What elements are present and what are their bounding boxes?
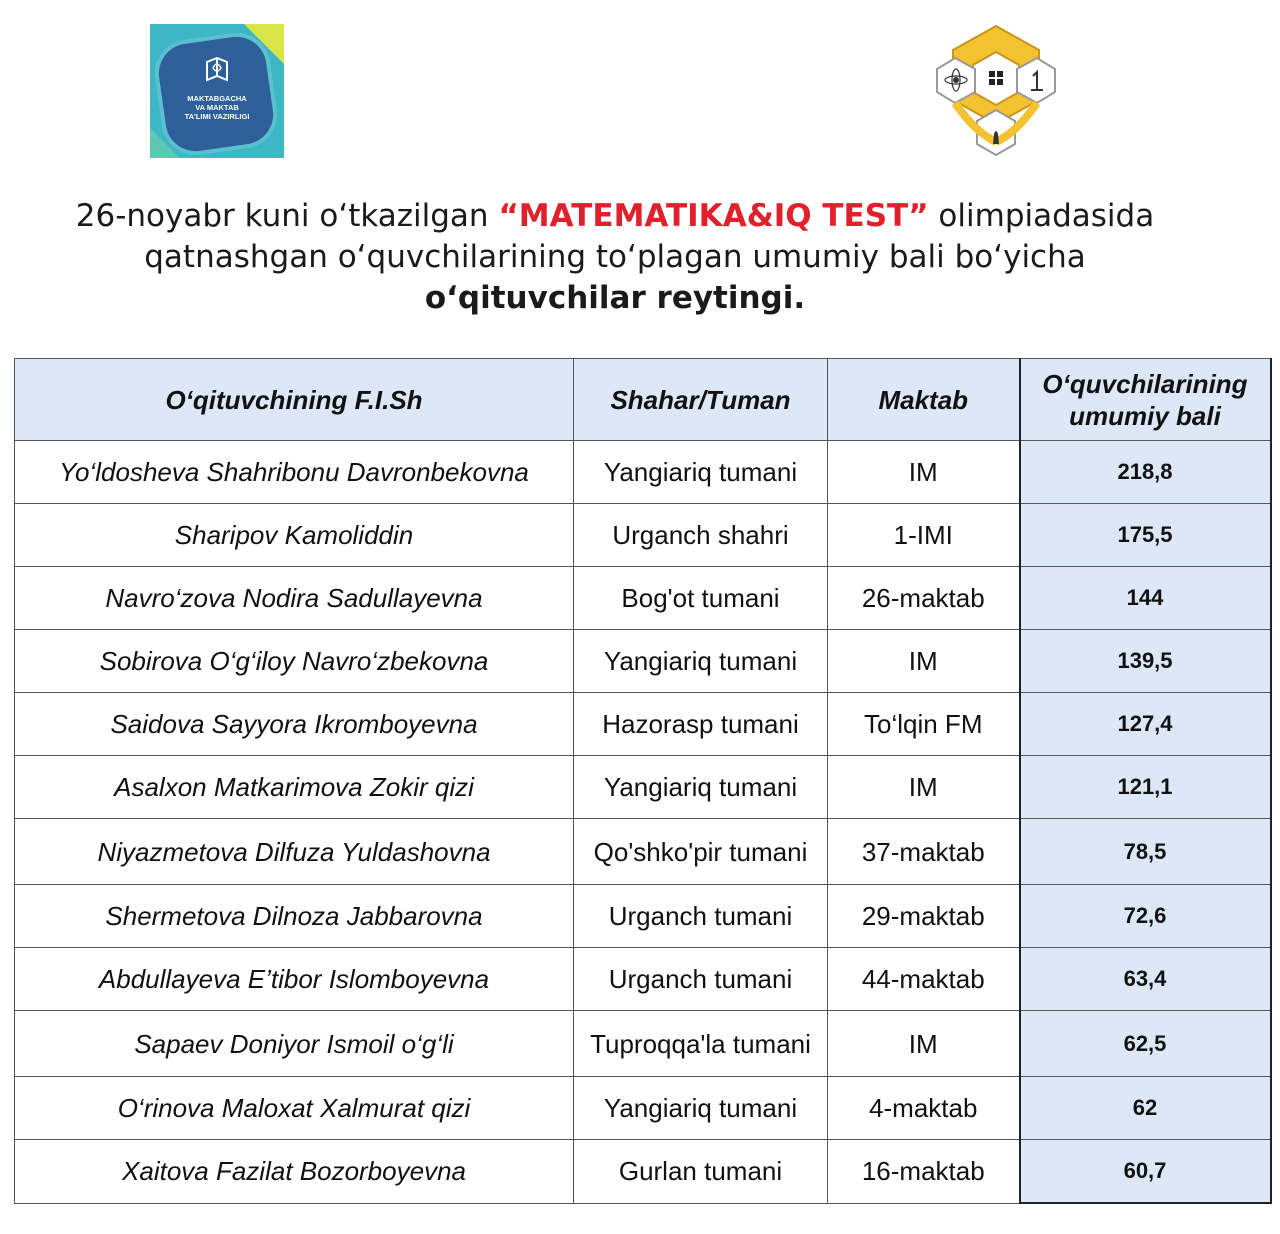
- school-cell: IM: [828, 1011, 1020, 1077]
- district-cell: Qo'shko'pir tumani: [574, 819, 828, 885]
- book-leaf-icon: [203, 54, 231, 84]
- teacher-name-cell: Navro‘zova Nodira Sadullayevna: [15, 567, 574, 630]
- score-cell: 144: [1020, 567, 1271, 630]
- heading-line-2: qatnashgan o‘quvchilarining to‘plagan umumiy bali bo‘yicha: [144, 239, 1086, 275]
- score-cell: 72,6: [1020, 885, 1271, 948]
- teacher-name-cell: O‘rinova Maloxat Xalmurat qizi: [15, 1077, 574, 1140]
- teacher-name-cell: Asalxon Matkarimova Zokir qizi: [15, 756, 574, 819]
- header-score: O‘quvchilarining umumiy bali: [1020, 359, 1271, 441]
- teacher-name-cell: Shermetova Dilnoza Jabbarovna: [15, 885, 574, 948]
- teacher-name-cell: Sapaev Doniyor Ismoil o‘g‘li: [15, 1011, 574, 1077]
- district-cell: Gurlan tumani: [574, 1140, 828, 1204]
- score-cell: 218,8: [1020, 441, 1271, 504]
- hexagon-science-icon: [935, 22, 1057, 157]
- olympiad-title: “MATEMATIKA&IQ TEST”: [498, 198, 929, 234]
- table-row: [15, 819, 1271, 885]
- school-cell: 29-maktab: [828, 885, 1020, 948]
- table-row: [15, 441, 1271, 504]
- district-cell: Yangiariq tumani: [574, 756, 828, 819]
- district-cell: Bog'ot tumani: [574, 567, 828, 630]
- heading-line-1: 26-noyabr kuni o‘tkazilgan “MATEMATIKA&IQ TEST” olimpiadasida: [75, 198, 1155, 234]
- table-row: [15, 756, 1271, 819]
- score-cell: 175,5: [1020, 504, 1271, 567]
- table-row: [15, 948, 1271, 1011]
- score-cell: 62,5: [1020, 1011, 1271, 1077]
- table-row: [15, 693, 1271, 756]
- table-header-row: [15, 359, 1271, 441]
- district-cell: Urganch tumani: [574, 885, 828, 948]
- teacher-name-cell: Xaitova Fazilat Bozorboyevna: [15, 1140, 574, 1204]
- score-cell: 121,1: [1020, 756, 1271, 819]
- teacher-rating-table: [14, 358, 1272, 1204]
- school-cell: 26-maktab: [828, 567, 1020, 630]
- table-row: [15, 504, 1271, 567]
- ministry-logo: [150, 24, 284, 158]
- school-cell: IM: [828, 441, 1020, 504]
- school-cell: 37-maktab: [828, 819, 1020, 885]
- teacher-name-cell: Sharipov Kamoliddin: [15, 504, 574, 567]
- header-name: O‘qituvchining F.I.Sh: [15, 359, 574, 441]
- district-cell: Yangiariq tumani: [574, 441, 828, 504]
- table-row: [15, 1077, 1271, 1140]
- teacher-name-cell: Niyazmetova Dilfuza Yuldashovna: [15, 819, 574, 885]
- district-cell: Hazorasp tumani: [574, 693, 828, 756]
- district-cell: Tuproqqa'la tumani: [574, 1011, 828, 1077]
- score-cell: 78,5: [1020, 819, 1271, 885]
- teacher-name-cell: Yo‘ldosheva Shahribonu Davronbekovna: [15, 441, 574, 504]
- school-cell: To‘lqin FM: [828, 693, 1020, 756]
- table-row: [15, 885, 1271, 948]
- heading-line-3: o‘qituvchilar reytingi.: [424, 280, 806, 316]
- score-cell: 60,7: [1020, 1140, 1271, 1204]
- district-cell: Yangiariq tumani: [574, 630, 828, 693]
- district-cell: Urganch shahri: [574, 504, 828, 567]
- school-cell: 1-IMI: [828, 504, 1020, 567]
- school-cell: 44-maktab: [828, 948, 1020, 1011]
- school-cell: 16-maktab: [828, 1140, 1020, 1204]
- table-row: [15, 1011, 1271, 1077]
- teacher-name-cell: Saidova Sayyora Ikromboyevna: [15, 693, 574, 756]
- teacher-name-cell: Sobirova O‘g‘iloy Navro‘zbekovna: [15, 630, 574, 693]
- header-district: Shahar/Tuman: [574, 359, 828, 441]
- school-cell: 4-maktab: [828, 1077, 1020, 1140]
- school-cell: IM: [828, 630, 1020, 693]
- teacher-name-cell: Abdullayeva E’tibor Islomboyevna: [15, 948, 574, 1011]
- ministry-logo-text: MAKTABGACHA VA MAKTAB TA'LIMI VAZIRLIGI: [184, 94, 250, 121]
- district-cell: Yangiariq tumani: [574, 1077, 828, 1140]
- page-heading: [0, 196, 1230, 319]
- school-cell: IM: [828, 756, 1020, 819]
- score-cell: 62: [1020, 1077, 1271, 1140]
- table-row: [15, 630, 1271, 693]
- table-row: [15, 567, 1271, 630]
- score-cell: 139,5: [1020, 630, 1271, 693]
- header-school: Maktab: [828, 359, 1020, 441]
- district-cell: Urganch tumani: [574, 948, 828, 1011]
- score-cell: 127,4: [1020, 693, 1271, 756]
- score-cell: 63,4: [1020, 948, 1271, 1011]
- table-row: [15, 1140, 1271, 1204]
